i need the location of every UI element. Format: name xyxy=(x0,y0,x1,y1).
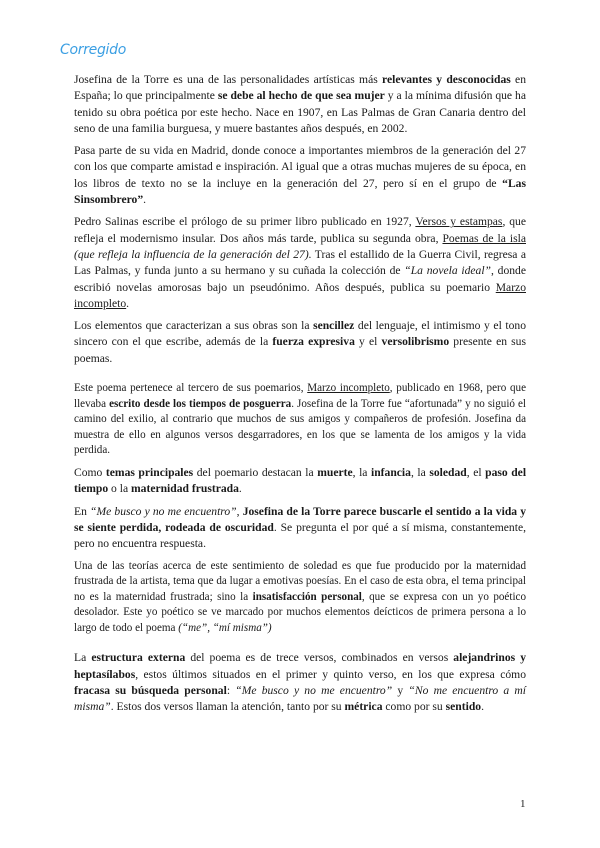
text-run: y el xyxy=(354,335,382,349)
bold-text: métrica xyxy=(344,700,383,714)
bold-text: temas principales xyxy=(105,466,194,480)
text-run: del lenguaje, el intimismo y el tono sincero con el que escribe, además de la xyxy=(74,319,526,349)
text-run: . Estos dos versos llaman la atención, tanto por su xyxy=(110,700,345,714)
bold-text: escrito desde los tiempos de posguerra xyxy=(109,397,292,410)
text-run: , publicado en 1968, pero que llevaba xyxy=(74,382,526,410)
paragraph-works xyxy=(74,214,526,312)
bold-text: se debe al hecho de que sea mujer xyxy=(217,89,385,103)
underlined-title: Marzo incompleto xyxy=(74,280,526,310)
italic-text: (que refleja la influencia de la generación del 27). xyxy=(74,247,312,261)
underlined-title: Poemas de la isla xyxy=(442,231,526,245)
text-run: . xyxy=(238,482,242,496)
text-run: , xyxy=(236,504,243,518)
text-run: Pedro Salinas escribe el prólogo de su primer libro publicado en 1927, xyxy=(74,215,416,229)
text-run: En xyxy=(74,504,91,518)
text-run: Los elementos que caracterizan a sus obras son la xyxy=(74,319,314,333)
text-run: , la xyxy=(410,466,430,480)
bold-text: maternidad frustrada xyxy=(131,482,239,496)
paragraph-characteristics xyxy=(74,318,526,367)
bold-text: soledad xyxy=(429,466,467,480)
bold-text: fuerza expresiva xyxy=(272,335,355,349)
text-run: . xyxy=(481,700,484,714)
paragraph-intro xyxy=(74,72,526,137)
document-body xyxy=(74,72,526,722)
text-run: del poemario destacan la xyxy=(193,466,318,480)
bold-text: sentido xyxy=(445,700,482,714)
underlined-title: Marzo incompleto xyxy=(307,382,390,395)
paragraph-meaning xyxy=(74,504,526,553)
paragraph-theories xyxy=(74,559,526,637)
text-run: del poema es de trece versos, combinados en versos xyxy=(185,651,454,665)
paragraph-themes xyxy=(74,465,526,498)
paragraph-madrid xyxy=(74,143,526,208)
text-run: , donde escribió novelas amorosas bajo un pseudónimo. Años después, publica su poemario xyxy=(74,264,526,294)
paragraph-poem-context xyxy=(74,381,526,459)
text-run: Este poema pertenece al tercero de sus poemarios, xyxy=(74,382,308,395)
text-run: o la xyxy=(108,482,131,496)
text-run: . Josefina de la Torre fue “afortunada” y no siguió el camino del exilio, al contrario que muchos de sus amigos y compañeros de profesión. Josefina da muestra de ello en algunos versos desgarradores, en los que se lamenta de los amigos y la vida perdida. xyxy=(74,397,526,457)
bold-text: alejandrinos y heptasílabos xyxy=(74,651,526,681)
italic-text: “No me encuentro a mí misma” xyxy=(74,684,526,714)
bold-text: “Las Sinsombrero” xyxy=(74,176,526,207)
corrected-stamp: Corregido xyxy=(60,42,126,58)
italic-text: “Me busco y no me encuentro” xyxy=(90,504,237,518)
bold-text: Josefina de la Torre parece buscarle el sentido a la vida y se siente perdida, rodeada de oscuridad xyxy=(74,504,527,534)
text-run: Josefina de la Torre es una de las personalidades artísticas más xyxy=(74,73,383,86)
text-run: y a la mínima difusión que ha tenido su obra poética por este hecho. Nace en 1907, en Las Palmas de Gran Canaria dentro del seno de una familia burguesa, y muere bastantes años después, en 2002. xyxy=(74,89,526,135)
text-run: Tras el estallido de la Guerra Civil, regresa a Las Palmas, y funda junto a su hermano y su cuñada la colección de xyxy=(74,247,526,278)
text-run: presente en sus poemas. xyxy=(74,335,526,365)
italic-text: “Me busco y no me encuentro” xyxy=(235,684,393,698)
bold-text: infancia xyxy=(371,466,411,480)
text-run: . Se pregunta el por qué a sí misma, constantemente, pero no encuentra respuesta. xyxy=(74,520,526,551)
bold-text: sencillez xyxy=(313,319,355,333)
text-run: , el xyxy=(466,466,486,480)
bold-text: fracasa su búsqueda personal xyxy=(74,684,227,698)
text-run: como por su xyxy=(382,700,446,714)
text-run: , que se expresa con un yo poético desolador. Este yo poético se ve marcado por muchos elementos deícticos de primera persona a lo largo de todo el poema xyxy=(74,590,526,634)
bold-text: paso del tiempo xyxy=(74,466,527,496)
text-run: : xyxy=(226,684,236,698)
text-run: La xyxy=(74,651,92,665)
text-run: y xyxy=(392,684,409,698)
text-run: Una de las teorías acerca de este sentimiento de soledad es que fue producido por la maternidad frustrada de la artista, tema que da lugar a emotivas poesías. En el caso de esta obra, el tema principal no es la maternidad frustrada; sino la xyxy=(74,559,526,603)
text-run: . xyxy=(126,296,130,310)
bold-text: relevantes y desconocidas xyxy=(382,73,511,86)
bold-text: insatisfacción personal xyxy=(252,590,362,603)
text-run: , que refleja el modernismo insular. Dos años más tarde, publica su segunda obra, xyxy=(74,215,526,245)
italic-text: (“me”, “mí misma”) xyxy=(178,621,272,634)
bold-text: muerte xyxy=(317,466,353,480)
text-run: en España; lo que principalmente xyxy=(74,73,526,103)
text-run: , la xyxy=(352,466,372,480)
bold-text: estructura externa xyxy=(91,651,186,665)
bold-text: versolibrismo xyxy=(381,335,450,349)
text-run: . xyxy=(143,193,147,207)
text-run: , estos últimos situados en el primer y quinto verso, en los que expresa cómo xyxy=(135,667,526,681)
text-run: Como xyxy=(74,466,106,480)
underlined-title: Versos y estampas xyxy=(415,215,503,229)
paragraph-structure xyxy=(74,650,526,715)
italic-text: “La novela ideal” xyxy=(404,264,491,278)
page-number: 1 xyxy=(520,798,526,810)
text-run: Pasa parte de su vida en Madrid, donde conoce a importantes miembros de la generación del 27 con los que comparte amistad e inspiración. Al igual que a otras muchas mujeres de su época, en los libros de texto no se la incluye en la generación del 27, pero sí en el grupo de xyxy=(74,144,526,190)
